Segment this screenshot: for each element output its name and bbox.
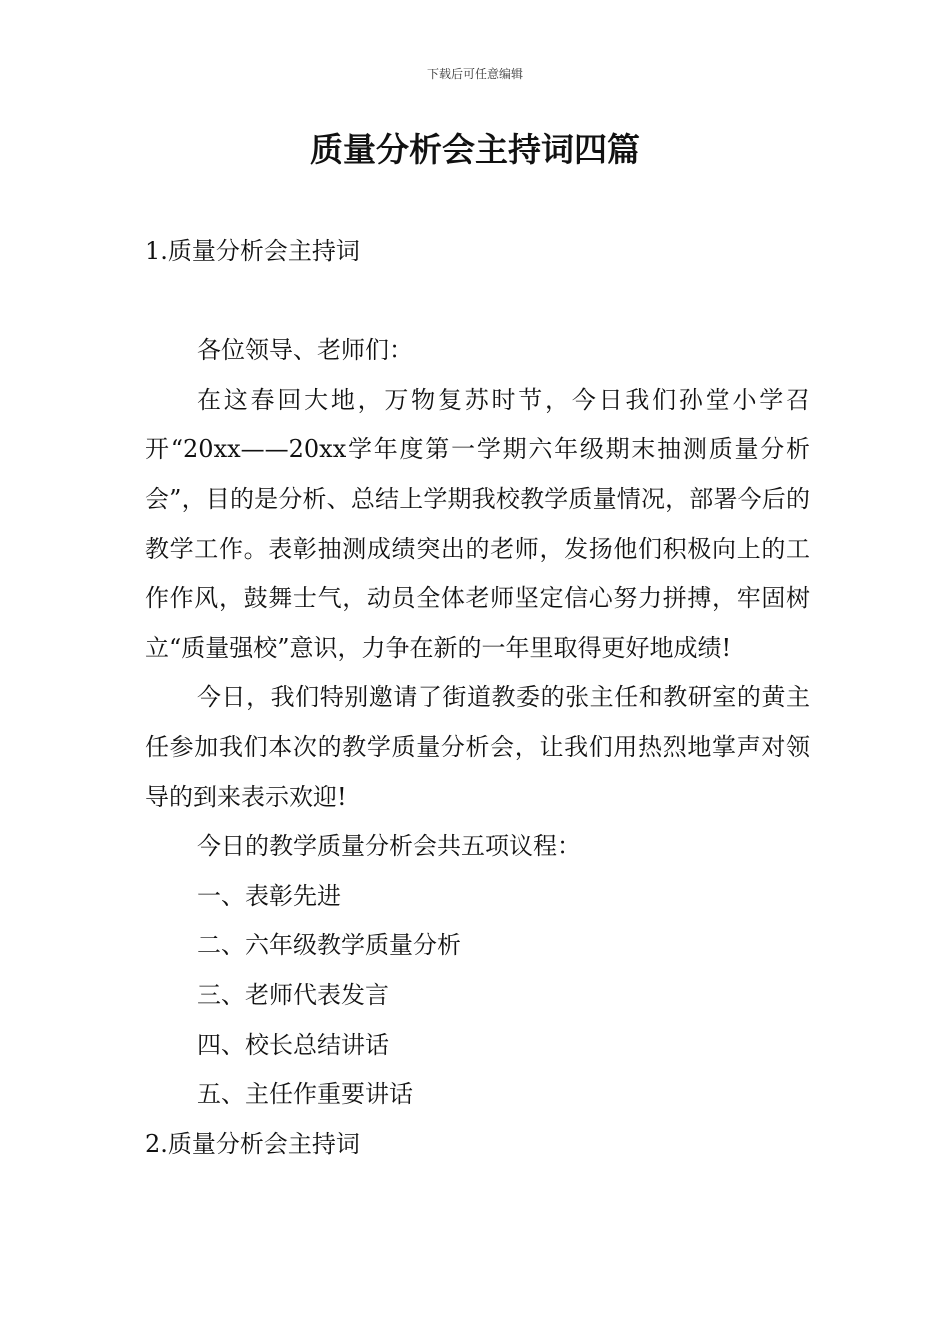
paragraph-welcome: 今日，我们特别邀请了街道教委的张主任和教研室的黄主任参加我们本次的教学质量分析会，让我们用热烈地掌声对领导的到来表示欢迎! [145,683,810,811]
agenda-item: 二、六年级教学质量分析 [197,931,461,960]
section-2-heading: 2.质量分析会主持词 [145,1129,360,1158]
greeting: 各位领导、老师们： [197,336,413,365]
header-note: 下载后可任意编辑 [426,67,523,81]
paragraph-opening: 在这春回大地，万物复苏时节，今日我们孙堂小学召开“20xx——20xx学年度第一学期六年级期末抽测质量分析会”，目的是分析、总结上学期我校教学质量情况，部署今后的教学工作。表彰抽测成绩突出的老师，发扬他们积极向上的工作作风，鼓舞士气，动员全体老师坚定信心努力拼搏，牢固树立“质量强校”意识，力争在新的一年里取得更好地成绩! [145,385,810,662]
agenda-list [145,872,810,1120]
agenda-item: 四、校长总结讲话 [197,1030,389,1059]
agenda-item: 三、老师代表发言 [197,980,389,1009]
document-body [145,227,810,1169]
document-title: 质量分析会主持词四篇 [310,130,640,169]
paragraph-agenda-intro: 今日的教学质量分析会共五项议程： [197,832,581,861]
section-1-heading: 1.质量分析会主持词 [145,237,360,265]
agenda-item: 一、表彰先进 [197,881,341,910]
agenda-item: 五、主任作重要讲话 [197,1080,413,1109]
